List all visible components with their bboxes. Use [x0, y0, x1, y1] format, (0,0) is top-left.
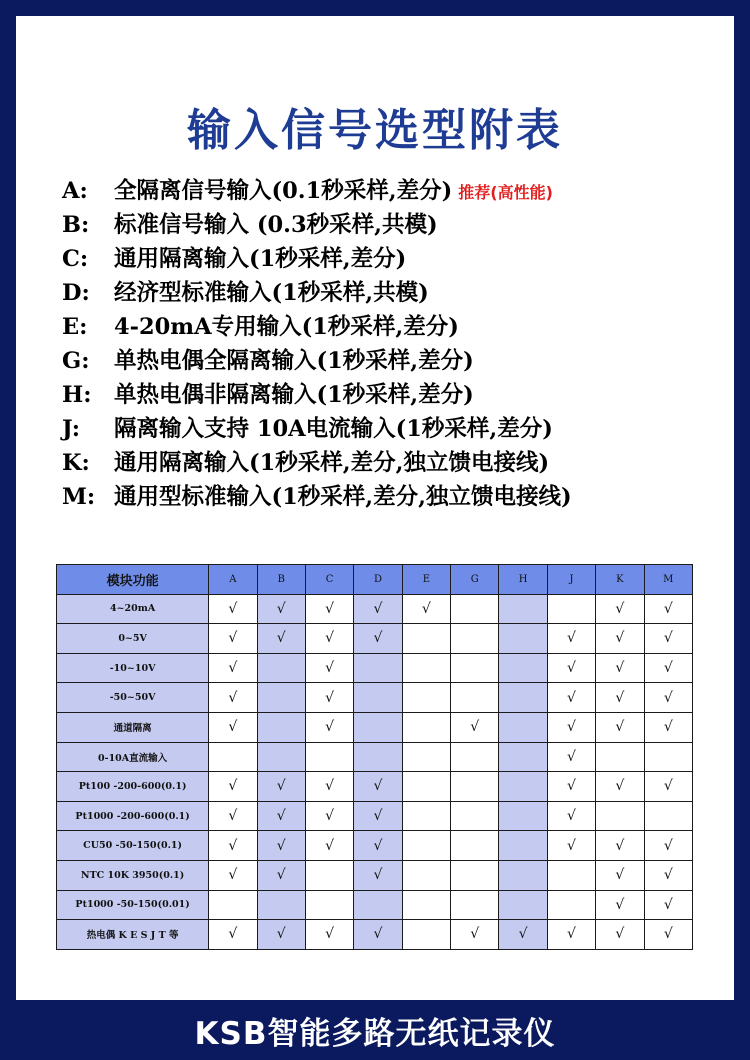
check-mark-cell: √: [402, 594, 450, 624]
row-function-label: -50~50V: [57, 683, 209, 713]
check-mark-cell: √: [209, 772, 257, 802]
option-code: A:: [62, 178, 88, 204]
check-mark-cell: √: [451, 920, 499, 950]
empty-cell: [209, 890, 257, 920]
empty-cell: [402, 831, 450, 861]
check-mark-cell: √: [354, 920, 402, 950]
empty-cell: [451, 890, 499, 920]
empty-cell: [451, 594, 499, 624]
check-mark-cell: √: [451, 712, 499, 742]
empty-cell: [451, 831, 499, 861]
table-row: [57, 801, 693, 831]
option-item: [62, 174, 722, 208]
row-function-label: NTC 10K 3950(0.1): [57, 860, 209, 890]
empty-cell: [499, 624, 547, 654]
check-mark-cell: √: [209, 712, 257, 742]
option-item: [62, 310, 722, 344]
check-mark-cell: √: [209, 801, 257, 831]
table-body: [57, 594, 693, 949]
empty-cell: [499, 801, 547, 831]
option-item: [62, 378, 722, 412]
empty-cell: [402, 683, 450, 713]
check-mark-cell: √: [305, 683, 353, 713]
option-code: C:: [62, 246, 89, 272]
empty-cell: [596, 801, 644, 831]
option-text: 经济型标准输入(1秒采样,共模): [114, 280, 429, 306]
empty-cell: [451, 653, 499, 683]
row-function-label: 4~20mA: [57, 594, 209, 624]
option-code: G:: [62, 348, 90, 374]
check-mark-cell: √: [547, 742, 595, 772]
column-header: A: [209, 565, 257, 595]
empty-cell: [499, 890, 547, 920]
empty-cell: [451, 683, 499, 713]
option-text: 4-20mA专用输入(1秒采样,差分): [114, 314, 459, 340]
row-function-label: 0~5V: [57, 624, 209, 654]
option-item: [62, 412, 722, 446]
empty-cell: [402, 860, 450, 890]
empty-cell: [644, 742, 692, 772]
check-mark-cell: √: [305, 772, 353, 802]
check-mark-cell: √: [209, 683, 257, 713]
header-module-function: 模块功能: [57, 565, 209, 595]
option-item: [62, 446, 722, 480]
table-row: [57, 594, 693, 624]
empty-cell: [451, 624, 499, 654]
check-mark-cell: √: [305, 624, 353, 654]
option-text: 标准信号输入 (0.3秒采样,共模): [114, 212, 438, 238]
check-mark-cell: √: [596, 683, 644, 713]
content-panel: [16, 16, 734, 1000]
check-mark-cell: √: [354, 860, 402, 890]
table-row: [57, 772, 693, 802]
check-mark-cell: √: [547, 712, 595, 742]
column-header: D: [354, 565, 402, 595]
check-mark-cell: √: [354, 801, 402, 831]
column-header: J: [547, 565, 595, 595]
empty-cell: [402, 772, 450, 802]
check-mark-cell: √: [209, 920, 257, 950]
check-mark-cell: √: [305, 920, 353, 950]
check-mark-cell: √: [596, 890, 644, 920]
option-text: 单热电偶非隔离输入(1秒采样,差分): [114, 382, 474, 408]
empty-cell: [499, 831, 547, 861]
option-list: [62, 174, 722, 514]
table-row: [57, 624, 693, 654]
empty-cell: [402, 624, 450, 654]
check-mark-cell: √: [257, 772, 305, 802]
empty-cell: [499, 860, 547, 890]
check-mark-cell: √: [596, 772, 644, 802]
empty-cell: [499, 772, 547, 802]
option-text: 通用隔离输入(1秒采样,差分,独立馈电接线): [114, 450, 550, 476]
table-row: [57, 653, 693, 683]
column-header: E: [402, 565, 450, 595]
check-mark-cell: √: [305, 831, 353, 861]
column-header: G: [451, 565, 499, 595]
empty-cell: [499, 653, 547, 683]
empty-cell: [402, 801, 450, 831]
row-function-label: Pt100 -200-600(0.1): [57, 772, 209, 802]
option-text: 全隔离信号输入(0.1秒采样,差分): [114, 178, 453, 204]
empty-cell: [402, 742, 450, 772]
recommend-note: 推荐(高性能): [458, 183, 553, 202]
row-function-label: CU50 -50-150(0.1): [57, 831, 209, 861]
table-row: [57, 683, 693, 713]
empty-cell: [451, 742, 499, 772]
check-mark-cell: √: [596, 653, 644, 683]
check-mark-cell: √: [644, 712, 692, 742]
table-row: [57, 712, 693, 742]
empty-cell: [547, 890, 595, 920]
check-mark-cell: √: [596, 594, 644, 624]
check-mark-cell: √: [257, 624, 305, 654]
empty-cell: [451, 801, 499, 831]
check-mark-cell: √: [547, 683, 595, 713]
row-function-label: 热电偶 K E S J T 等: [57, 920, 209, 950]
empty-cell: [354, 742, 402, 772]
empty-cell: [402, 890, 450, 920]
empty-cell: [644, 801, 692, 831]
check-mark-cell: √: [305, 594, 353, 624]
option-code: M:: [62, 484, 96, 510]
table-row: [57, 831, 693, 861]
check-mark-cell: √: [644, 772, 692, 802]
check-mark-cell: √: [209, 594, 257, 624]
table-row: [57, 890, 693, 920]
check-mark-cell: √: [596, 831, 644, 861]
table-header-row: [57, 565, 693, 595]
column-header: H: [499, 565, 547, 595]
check-mark-cell: √: [354, 594, 402, 624]
check-mark-cell: √: [644, 624, 692, 654]
option-code: H:: [62, 382, 92, 408]
check-mark-cell: √: [547, 801, 595, 831]
empty-cell: [257, 653, 305, 683]
page-title: 输入信号选型附表: [187, 105, 563, 156]
empty-cell: [402, 712, 450, 742]
option-item: [62, 242, 722, 276]
check-mark-cell: √: [257, 920, 305, 950]
check-mark-cell: √: [547, 831, 595, 861]
empty-cell: [402, 920, 450, 950]
check-mark-cell: √: [644, 653, 692, 683]
option-text: 通用型标准输入(1秒采样,差分,独立馈电接线): [114, 484, 572, 510]
row-function-label: Pt1000 -50-150(0.01): [57, 890, 209, 920]
row-function-label: -10~10V: [57, 653, 209, 683]
check-mark-cell: √: [547, 772, 595, 802]
empty-cell: [257, 890, 305, 920]
column-header: C: [305, 565, 353, 595]
check-mark-cell: √: [209, 624, 257, 654]
footer-banner: KSB智能多路无纸记录仪: [194, 1016, 556, 1052]
check-mark-cell: √: [305, 653, 353, 683]
row-function-label: 通道隔离: [57, 712, 209, 742]
check-mark-cell: √: [305, 712, 353, 742]
check-mark-cell: √: [644, 683, 692, 713]
check-mark-cell: √: [305, 801, 353, 831]
option-code: K:: [62, 450, 90, 476]
empty-cell: [547, 594, 595, 624]
column-header: M: [644, 565, 692, 595]
option-item: [62, 480, 722, 514]
empty-cell: [596, 742, 644, 772]
check-mark-cell: √: [547, 653, 595, 683]
option-text: 隔离输入支持 10A电流输入(1秒采样,差分): [114, 416, 553, 442]
empty-cell: [354, 653, 402, 683]
row-function-label: 0-10A直流输入: [57, 742, 209, 772]
empty-cell: [305, 860, 353, 890]
check-mark-cell: √: [257, 831, 305, 861]
table-row: [57, 742, 693, 772]
empty-cell: [451, 772, 499, 802]
check-mark-cell: √: [644, 860, 692, 890]
column-header: B: [257, 565, 305, 595]
check-mark-cell: √: [499, 920, 547, 950]
check-mark-cell: √: [257, 594, 305, 624]
option-code: E:: [62, 314, 88, 340]
row-function-label: Pt1000 -200-600(0.1): [57, 801, 209, 831]
empty-cell: [547, 860, 595, 890]
check-mark-cell: √: [354, 772, 402, 802]
option-code: B:: [62, 212, 90, 238]
empty-cell: [451, 860, 499, 890]
empty-cell: [354, 683, 402, 713]
check-mark-cell: √: [644, 890, 692, 920]
check-mark-cell: √: [596, 920, 644, 950]
check-mark-cell: √: [547, 920, 595, 950]
empty-cell: [354, 890, 402, 920]
empty-cell: [209, 742, 257, 772]
check-mark-cell: √: [596, 860, 644, 890]
empty-cell: [257, 683, 305, 713]
check-mark-cell: √: [257, 860, 305, 890]
empty-cell: [499, 683, 547, 713]
check-mark-cell: √: [644, 594, 692, 624]
check-mark-cell: √: [644, 920, 692, 950]
check-mark-cell: √: [596, 624, 644, 654]
option-text: 通用隔离输入(1秒采样,差分): [114, 246, 407, 272]
check-mark-cell: √: [547, 624, 595, 654]
option-code: D:: [62, 280, 90, 306]
option-item: [62, 276, 722, 310]
column-header: K: [596, 565, 644, 595]
empty-cell: [402, 653, 450, 683]
option-item: [62, 344, 722, 378]
selection-table: [56, 564, 693, 950]
check-mark-cell: √: [257, 801, 305, 831]
option-text: 单热电偶全隔离输入(1秒采样,差分): [114, 348, 474, 374]
option-item: [62, 208, 722, 242]
table-row: [57, 860, 693, 890]
check-mark-cell: √: [209, 831, 257, 861]
empty-cell: [305, 742, 353, 772]
check-mark-cell: √: [209, 653, 257, 683]
check-mark-cell: √: [644, 831, 692, 861]
empty-cell: [499, 742, 547, 772]
empty-cell: [257, 742, 305, 772]
empty-cell: [354, 712, 402, 742]
check-mark-cell: √: [209, 860, 257, 890]
check-mark-cell: √: [354, 624, 402, 654]
table-row: [57, 920, 693, 950]
empty-cell: [305, 890, 353, 920]
check-mark-cell: √: [354, 831, 402, 861]
empty-cell: [499, 712, 547, 742]
empty-cell: [257, 712, 305, 742]
option-code: J:: [62, 416, 81, 442]
check-mark-cell: √: [596, 712, 644, 742]
empty-cell: [499, 594, 547, 624]
